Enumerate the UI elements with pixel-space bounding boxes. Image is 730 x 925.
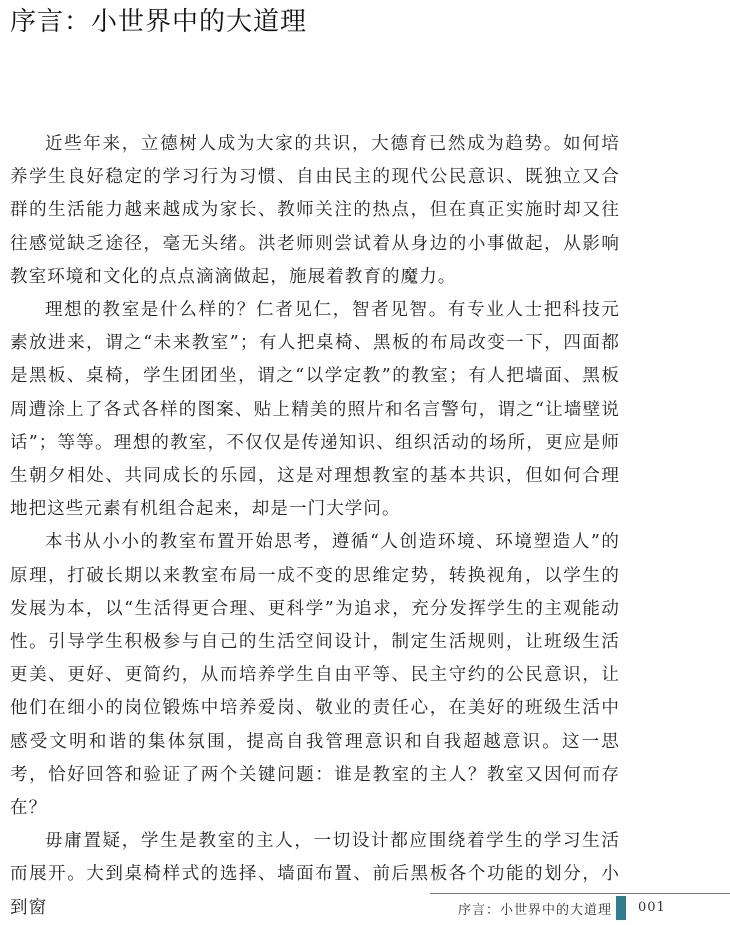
page-title: 序言：小世界中的大道理 [10, 7, 308, 37]
paragraph: 本书从小小的教室布置开始思考，遵循“人创造环境、环境塑造人”的原理，打破长期以来教室布局一成不变的思维定势，转换视角，以学生的发展为本，以“生活得更合理、更科学”为追求，充分发挥学生的主观能动性。引导学生积极参与自己的生活空间设计，制定生活规则，让班级生活更美、更好、更简约，从而培养学生自由平等、民主守约的公民意识，让他们在细小的岗位锻炼中培养爱岗、敬业的责任心，在美好的班级生活中感受文明和谐的集体氛围，提高自我管理意识和自我超越意识。这一思考，恰好回答和验证了两个关键问题：谁是教室的主人？教室又因何而存在？ [10, 532, 620, 819]
paragraph: 毋庸置疑，学生是教室的主人，一切设计都应围绕着学生的学习生活而展开。大到桌椅样式的选择、墙面布置、前后黑板各个功能的划分，小到窗 [10, 831, 620, 918]
page-footer [430, 893, 730, 924]
paragraph: 近些年来，立德树人成为大家的共识，大德育已然成为趋势。如何培养学生良好稳定的学习行为习惯、自由民主的现代公民意识、既独立又合群的生活能力越来越成为家长、教师关注的热点，但在真正实施时却又往往感觉缺乏途径，毫无头绪。洪老师则尝试着从身边的小事做起，从影响教室环境和文化的点点滴滴做起，施展着教育的魔力。 [10, 134, 620, 287]
paragraph: 理想的教室是什么样的？仁者见仁，智者见智。有专业人士把科技元素放进来，谓之“未来教室”；有人把桌椅、黑板的布局改变一下，四面都是黑板、桌椅，学生团团坐，谓之“以学定教”的教室；有人把墙面、黑板周遭涂上了各式各样的图案、贴上精美的照片和名言警句，谓之“让墙壁说话”；等等。理想的教室，不仅仅是传递知识、组织活动的场所，更应是师生朝夕相处、共同成长的乐园，这是对理想教室的基本共识，但如何合理地把这些元素有机组合起来，却是一门大学问。 [10, 300, 620, 520]
body-text [10, 128, 620, 925]
footer-chapter-label: 序言：小世界中的大道理 [457, 903, 612, 918]
footer-accent-bar [616, 896, 626, 920]
footer-rule [430, 893, 730, 894]
page-number: 001 [638, 900, 666, 915]
